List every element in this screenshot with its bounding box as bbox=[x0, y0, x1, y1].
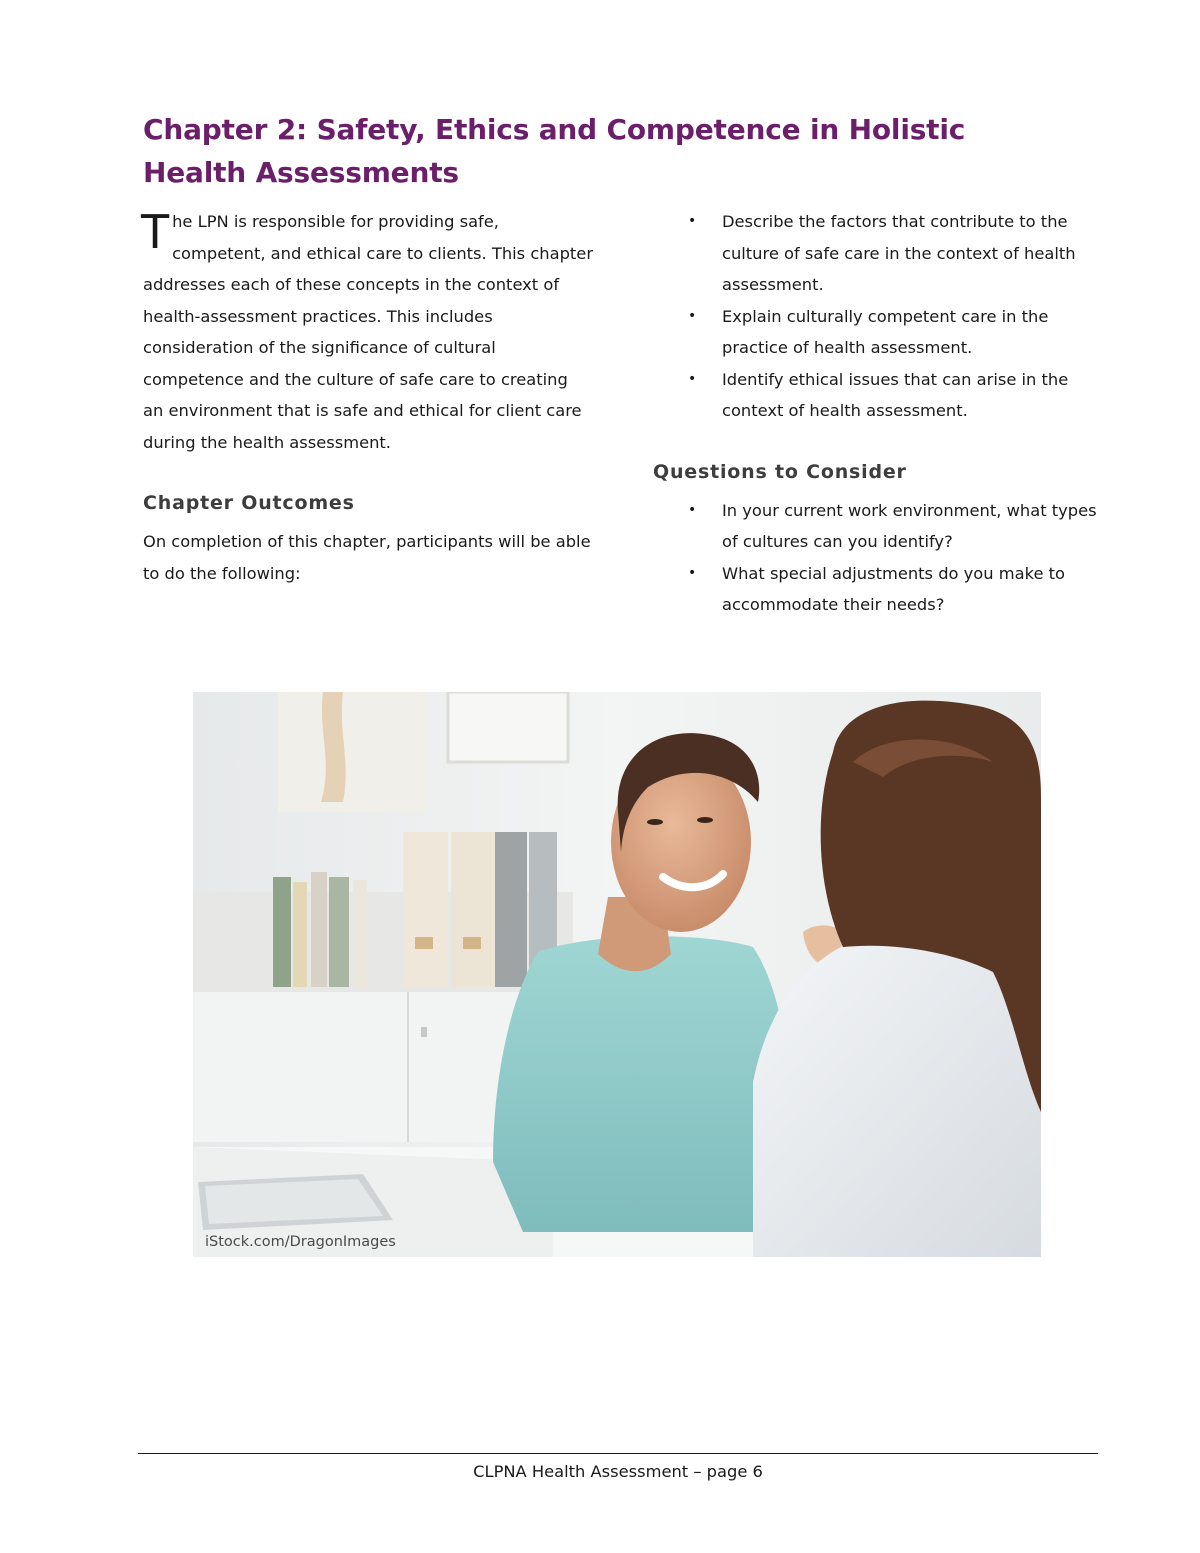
intro-text: he LPN is responsible for providing safe, competent, and ethical care to clients. This chapter addresses each of these concepts in the context of health-assessment practices. This includes consideration of the significance of cultural competence and the culture of safe care to creating an environment that is safe and ethical for client care during the health assessment. bbox=[143, 212, 594, 452]
bullet-icon: • bbox=[688, 213, 697, 229]
question-text: In your current work environment, what types of cultures can you identify? bbox=[722, 500, 1097, 551]
bullet-icon: • bbox=[688, 307, 697, 324]
questions-list bbox=[653, 495, 1103, 621]
chapter-outcomes-heading: Chapter Outcomes bbox=[143, 492, 355, 514]
outcome-text: Identify ethical issues that can arise in the context of health assessment. bbox=[722, 369, 1069, 420]
footer-divider bbox=[138, 1453, 1098, 1454]
left-column bbox=[143, 206, 593, 589]
photo-credit: iStock.com/DragonImages bbox=[205, 1234, 396, 1250]
list-item bbox=[653, 206, 1103, 301]
chapter-title-line-1: Chapter 2: Safety, Ethics and Competence in Holistic bbox=[143, 113, 966, 146]
list-item bbox=[653, 364, 1103, 427]
chapter-title bbox=[143, 108, 1043, 194]
right-column bbox=[653, 206, 1103, 621]
question-text: What special adjustments do you make to accommodate their needs? bbox=[722, 563, 1065, 614]
chapter-title-line-2: Health Assessments bbox=[143, 156, 459, 189]
bullet-icon: • bbox=[688, 370, 697, 387]
list-item bbox=[653, 558, 1103, 621]
outcome-text: Describe the factors that contribute to the culture of safe care in the context of health assessment. bbox=[722, 212, 1076, 294]
list-item bbox=[653, 495, 1103, 558]
bullet-icon: • bbox=[688, 564, 697, 581]
questions-heading: Questions to Consider bbox=[653, 460, 907, 483]
list-item bbox=[653, 301, 1103, 364]
outcome-text: Explain culturally competent care in the practice of health assessment. bbox=[722, 306, 1049, 357]
intro-paragraph bbox=[143, 206, 593, 458]
consultation-photo bbox=[193, 692, 1041, 1257]
outcomes-list bbox=[653, 206, 1103, 427]
bullet-icon: • bbox=[688, 501, 697, 518]
chapter-outcomes-lead: On completion of this chapter, participants will be able to do the following: bbox=[143, 532, 591, 583]
page-footer: CLPNA Health Assessment – page 6 bbox=[473, 1462, 763, 1481]
drop-cap: T bbox=[141, 205, 170, 259]
photo-illustration bbox=[193, 692, 1041, 1257]
